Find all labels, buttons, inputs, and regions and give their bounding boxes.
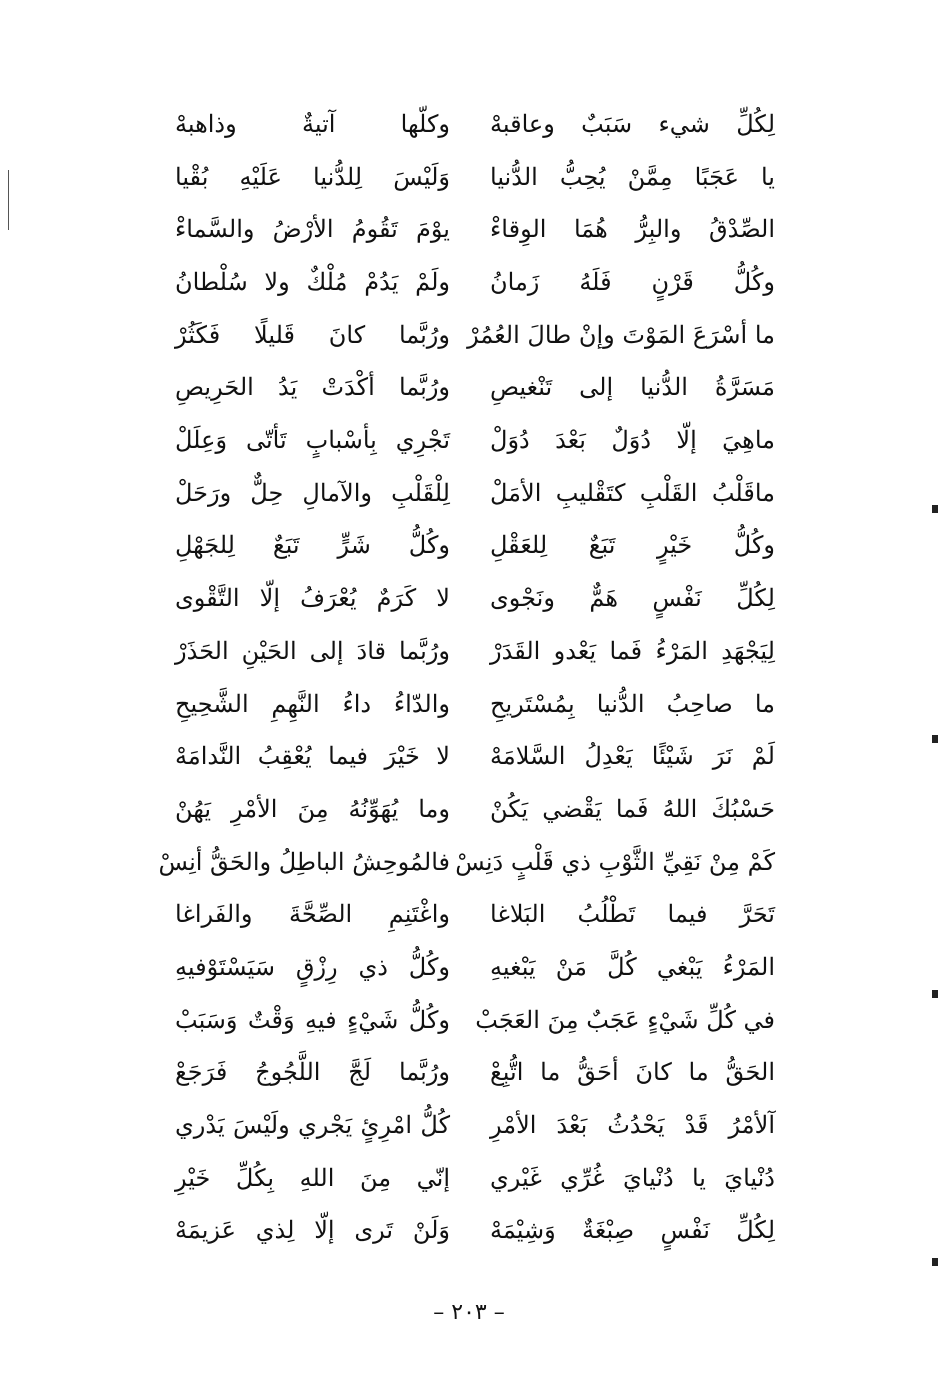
verse-line — [175, 361, 775, 414]
verse-second-hemistich: وَلَنْ تَرى إلّا لِذي عَزيمَهْ — [175, 1216, 450, 1245]
verse-line — [175, 414, 775, 467]
page-number: – ٢٠٣ – — [433, 1300, 505, 1325]
verse-first-hemistich: حَسْبُكَ اللهُ فَما يَقْضي يَكُنْ — [490, 794, 775, 823]
verse-line — [175, 1099, 775, 1152]
verse-line — [175, 256, 775, 309]
verse-second-hemistich: ورُبَّما كانَ قَليلًا فَكَثُرْ — [175, 320, 450, 349]
verse-second-hemistich: ولَمْ يَدُمْ مُلْكٌ ولا سُلْطانُ — [175, 268, 450, 296]
scan-edge-mark — [932, 505, 938, 513]
verse-first-hemistich: لِيَجْهَدِ المَرْءُ فَما يَعْدو القَدَرْ — [490, 636, 775, 665]
verse-line — [175, 941, 775, 994]
verse-line — [175, 467, 775, 520]
verse-second-hemistich: وكلّها آتيةٌ وذاهبهْ — [175, 109, 450, 138]
verse-second-hemistich: وكُلُّ ذي رِزْقٍ سَيَسْتَوْفيهِ — [175, 952, 450, 981]
verse-second-hemistich: وَلَيْسَ لِلدُّنيا عَلَيْهِ بُقْيا — [175, 162, 450, 191]
verse-first-hemistich: لِكُلِّ نَفْسٍ صِبْغَةٌ وَشِيْمَهْ — [490, 1216, 775, 1245]
verse-first-hemistich: وكُلُّ قَرْنٍ فَلَهُ زَمانُ — [490, 268, 775, 296]
verse-first-hemistich: يا عَجَبًا مِمَّنْ يُحِبُّ الدُّنيا — [490, 162, 775, 191]
verse-first-hemistich: ماقَلْبُ القَلْبِ كتَقْليبِ الأمَلْ — [490, 478, 775, 507]
verse-first-hemistich: ما صاحِبُ الدُّنيا بِمُسْتَريحِ — [490, 689, 775, 718]
verse-second-hemistich: فالمُوحِشُ الباطِلُ والحَقُّ أنِسْ — [158, 847, 450, 876]
verse-second-hemistich: وكُلُّ شَرٍّ تَبَعٌ لِلجَهْلِ — [175, 531, 450, 560]
verse-line — [175, 994, 775, 1047]
scan-edge-mark — [932, 990, 938, 998]
verse-line — [175, 888, 775, 941]
verse-line — [175, 520, 775, 573]
verse-second-hemistich: يوْمَ تَقُومُ الأرْضُ والسَّماءْ — [175, 215, 450, 244]
verse-second-hemistich: ورُبَّما أكْدَتْ يَدُ الحَرِيصِ — [175, 373, 450, 402]
verse-line — [175, 151, 775, 204]
verse-first-hemistich: المَرْءُ يَبْغي كُلَّ مَنْ يَبْغيهِ — [490, 952, 775, 981]
verse-first-hemistich: ماهِيَ إلّا دُوَلٌ بَعْدَ دُوَلْ — [490, 426, 775, 455]
verse-second-hemistich: لا كَرَمٌ يُعْرَفُ إلّا التَّقْوى — [175, 584, 450, 613]
verse-first-hemistich: الصِّدْقُ والبِرُّ هُمَا الوِقاءْ — [490, 215, 775, 244]
verse-line — [175, 309, 775, 362]
verse-line — [175, 730, 775, 783]
verse-first-hemistich: مَسَرَّةُ الدُّنيا إلى تَنْغيصِ — [490, 373, 775, 402]
verse-line — [175, 572, 775, 625]
verse-second-hemistich: كُلُّ امْرِئٍ يَجْري ولَيْسَ يَدْري — [175, 1111, 450, 1139]
verse-second-hemistich: لِلْقَلْبِ والآمالِ حِلٌّ ورَحَلْ — [175, 478, 450, 507]
verse-line — [175, 98, 775, 151]
verse-second-hemistich: إنّي مِنَ اللهِ بِكُلِّ خَيْرِ — [175, 1163, 450, 1192]
verse-line — [175, 783, 775, 836]
verse-first-hemistich: لَمْ نَرَ شَيْئًا يَعْدِلُ السَّلامَهْ — [490, 742, 775, 771]
verse-first-hemistich: لِكُلِّ شيء سَبَبٌ وعاقبهْ — [490, 109, 775, 138]
poem-verses — [158, 98, 775, 1257]
verse-second-hemistich: ورُبَّما قادَ إلى الحَيْنِ الحَذَرْ — [175, 636, 450, 665]
verse-second-hemistich: وكُلُّ شَيْءٍ فيهِ وَقْتٌ وَسَبَبْ — [175, 1005, 450, 1034]
verse-line — [175, 1046, 775, 1099]
verse-second-hemistich: وما يُهَوِّنُهُ مِنَ الأمْرِ يَهُنْ — [175, 794, 450, 823]
scan-edge-line — [8, 170, 9, 230]
verse-line — [175, 625, 775, 678]
verse-second-hemistich: لا خَيْرَ فيما يُعْقِبُ النَّدامَهْ — [175, 742, 450, 771]
scan-edge-mark — [932, 1258, 938, 1266]
verse-line — [175, 203, 775, 256]
verse-second-hemistich: والدّاءُ داءُ النَّهِمِ الشَّحِيحِ — [175, 689, 450, 718]
verse-first-hemistich: آلأمْرُ قَدْ يَحْدُثُ بَعْدَ الأمْرِ — [490, 1111, 775, 1139]
verse-second-hemistich: تَجْرِي بِأسْبابٍ تَأتّى وَعِلَلْ — [175, 426, 450, 455]
verse-first-hemistich: في كُلِّ شَيْءٍ عَجَبٌ مِنَ العَجَبْ — [475, 1005, 775, 1034]
verse-first-hemistich: لِكُلِّ نَفْسٍ هَمٌّ ونَجْوى — [490, 584, 775, 613]
verse-second-hemistich: واغْتَنِمِ الصِّحَّةَ والفَراغا — [175, 900, 450, 929]
scan-edge-mark — [932, 735, 938, 743]
verse-first-hemistich: ما أسْرَعَ المَوْتَ وإنْ طالَ العُمُرْ — [467, 320, 775, 349]
verse-line — [175, 1204, 775, 1257]
verse-line — [158, 836, 775, 889]
verse-first-hemistich: دُنْيايَ يا دُنْيايَ غُرِّي غَيْري — [490, 1163, 775, 1192]
verse-first-hemistich: تَحَرَّ فيما تَطْلُبُ البَلاغا — [490, 900, 775, 929]
verse-first-hemistich: وكُلُّ خَيْرٍ تَبَعٌ لِلعَقْلِ — [490, 531, 775, 560]
verse-line — [175, 678, 775, 731]
verse-first-hemistich: الحَقُّ ما كانَ أحَقُّ ما اتُّبِعْ — [490, 1058, 775, 1087]
verse-first-hemistich: كَمْ مِنْ نَقِيِّ الثَّوْبِ ذي قَلْبٍ دَنِسْ — [455, 847, 775, 876]
verse-second-hemistich: ورُبَّما لَجَّ اللَّجُوجُ فَرَجَعْ — [175, 1058, 450, 1087]
verse-line — [175, 1152, 775, 1205]
